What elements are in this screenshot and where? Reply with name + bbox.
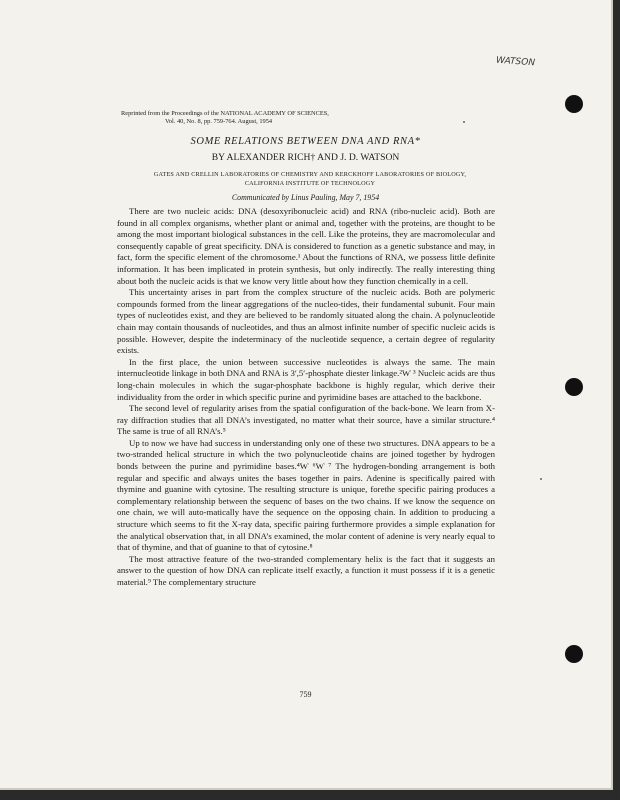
communicated-by: Communicated by Linus Pauling, May 7, 1954 <box>231 193 380 202</box>
punch-hole <box>565 645 583 663</box>
speck <box>540 478 542 480</box>
affiliation <box>150 170 470 189</box>
paragraph: This uncertainty arises in part from the complex structure of the nucleic acids. Both are polymeric compounds formed from the linear aggregations of the nucleo-tides, their fundamental subunit. Four main types of nucleotides exist, and they are believed to be randomly situated along the chain. A polynucleotide chain may contain thousands of nucleotides, and thus an almost infinite number of specific nucleic acids is possible. However, despite the indeterminacy of the nucleotide sequence, a certain degree of regularity exists. <box>117 287 495 356</box>
paragraph: The second level of regularity arises from the spatial configuration of the back-bone. We learn from X-ray diffraction studies that all DNA’s investigated, no matter what their source, have a similar structure.⁴ The same is true of all RNA’s.⁵ <box>117 403 495 437</box>
affiliation-line-2: CALIFORNIA INSTITUTE OF TECHNOLOGY <box>244 180 376 188</box>
paragraph: There are two nucleic acids: DNA (desoxyribonucleic acid) and RNA (ribo-nucleic acid). Both are found in all complex organisms, whether plant or animal and, together with the proteins, are thought to be among the most important biological substances in the cell. Like the proteins, they are macromolecular and consequently capable of great specificity. DNA is considered to function as a genetic substance and may, in fact, form the specific element of the chromosome.¹ About the functions of RNA, we possess little definite information. It has been implicated in protein synthesis, but only indirectly. The really interesting thing about both the nucleic acids is that we know very little about how they function chemically in a cell. <box>117 206 495 286</box>
speck <box>463 121 465 123</box>
body-text <box>117 206 495 589</box>
punch-hole <box>565 378 583 396</box>
reprint-line-1: Reprinted from the Proceedings of the NATIONAL ACADEMY OF SCIENCES, <box>121 110 329 117</box>
reprint-line-2: Vol. 40, No. 8, pp. 759-764. August, 1954 <box>165 118 273 126</box>
paragraph: The most attractive feature of the two-stranded complementary helix is the fact that it suggests an answer to the question of how DNA can replicate itself exactly, a function it must possess if it is a genetic material.⁹ The complementary structure <box>117 553 495 587</box>
paper-title: SOME RELATIONS BETWEEN DNA AND RNA* <box>190 136 421 147</box>
paper-authors: BY ALEXANDER RICH† AND J. D. WATSON <box>211 152 400 163</box>
handwritten-note: WATSON <box>495 55 536 69</box>
affiliation-line-1: GATES AND CRELLIN LABORATORIES OF CHEMISTRY AND KERCKHOFF LABORATORIES OF BIOLOGY, <box>153 171 467 178</box>
paragraph: In the first place, the union between successive nucleotides is always the same. The main internucleotide linkage in both DNA and RNA is 3′,5′-phosphate diester linkage.²Ⱳ ³ Nucleic acids are thus long-chain molecules in which the sugar-phosphate backbone is highly regular, which derive their individuality from the order in which specific purine and pyrimidine bases are attached to the backbone. <box>117 356 495 402</box>
punch-hole <box>565 95 583 113</box>
reprint-notice <box>121 110 381 126</box>
page-number: 759 <box>299 690 312 699</box>
paragraph: Up to now we have had success in understanding only one of these two structures. DNA appears to be a two-stranded helical structure in which the two polynucleotide chains are joined together by hydrogen bonds between the purine and pyrimidine bases.⁴Ⱳ ⁶Ⱳ ⁷ The hydrogen-bonding arrangement is both regular and specific and always unites the bases together in pairs. Adenine is specifically paired with thymine and guanine with cytosine. The resulting structure is unique, forethe specific pairing produces a complementary relationship between the sequenc of bases on the two chains. If we know the sequence on one chain, we will auto-matically have the sequence on the opposing chain. In addition to producing a structure which seems to fit the X-ray data, specific pairing furthermore provides a simple explanation for the analytical observation that, in all DNA’s examined, the molar content of adenine is very nearly equal to that of thymine, and that of guanine to that of cytosine.⁸ <box>117 437 495 553</box>
